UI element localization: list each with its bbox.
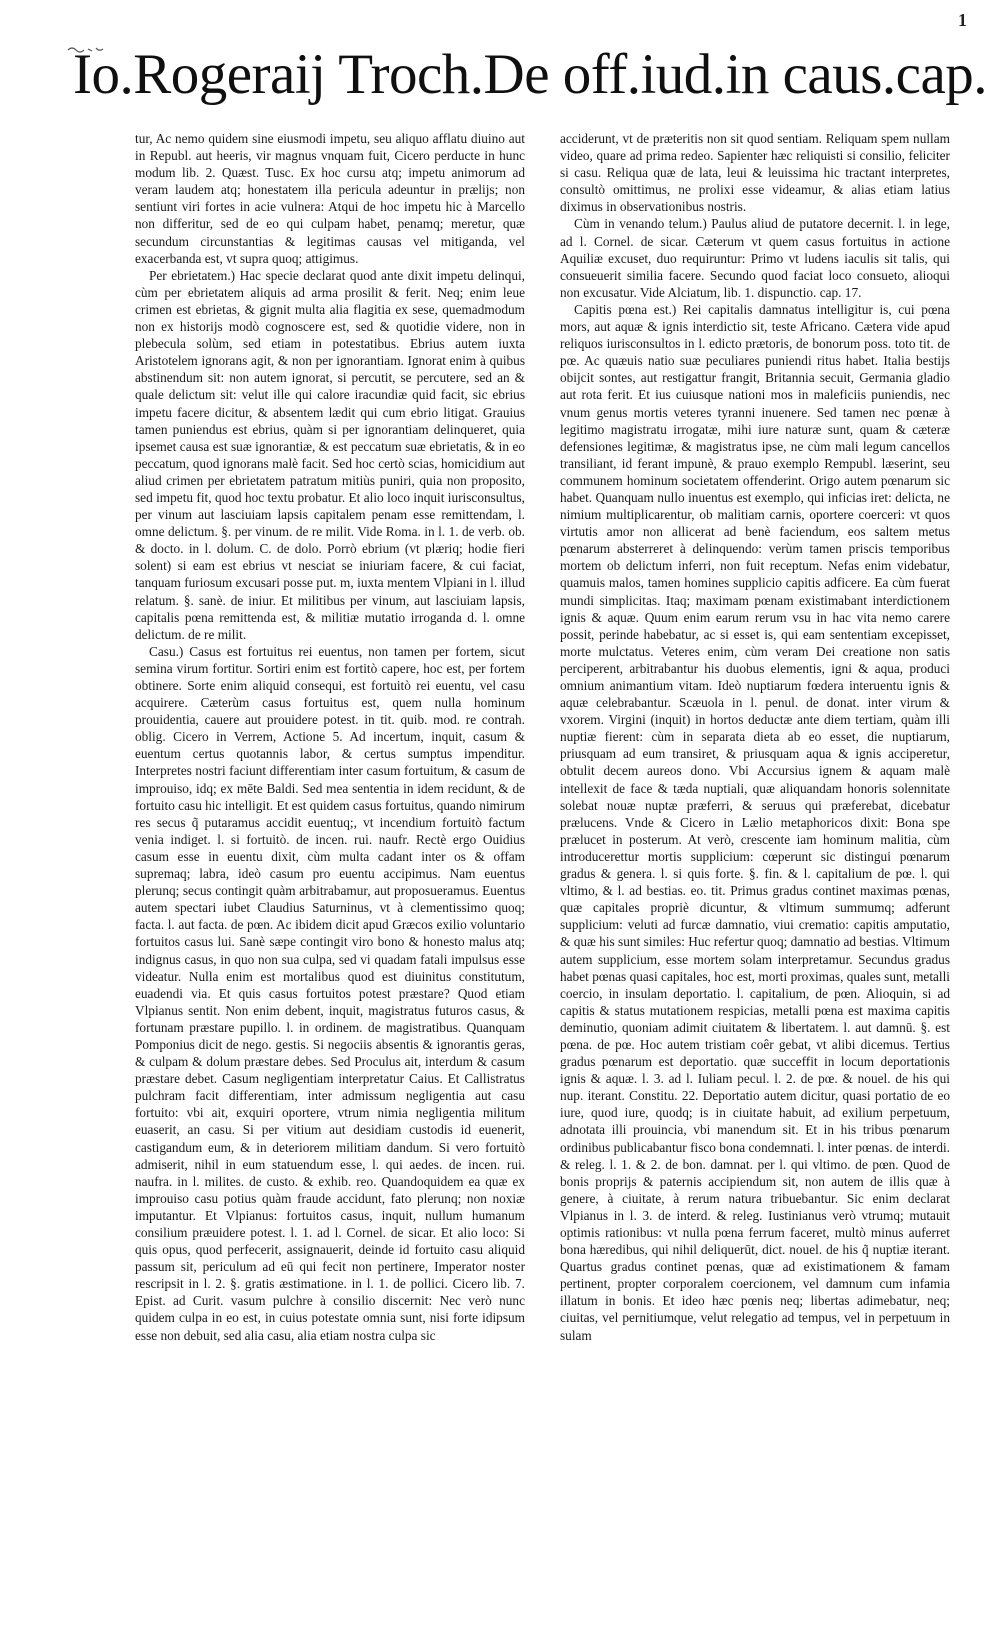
- paragraph: Capitis pœna est.) Rei capitalis damnatus intelligitur is, cui pœna mors, aut aquæ & ignis interdictio sit, teste Africano. Cætera vide apud reliquos iurisconsultos in l. edicto prætoris, de bonorum poss. toto tit. de pœ. Ac quæuis natio suæ peculiares puniendi ritus habet. Italia bestijs obijcit sontes, aut restigattur frangit, Britannia secuit, Germania gladio aut rota ferit. Et ius cuiusque nationi mos in maleficiis puniendis, nec vnum genus mortis veteres tyranni inuenere. Sed tamen nec pœnæ à legitimo magistratu irrogatæ, mihi iure naturæ sunt, quam & cæteræ defensiones legitimæ, & magistratus ipse, ne cùm mali legum cancellos transiliant, id ferant impunè, & prauo exemplo Rempubl. læserint, seu communem hominum societatem offenderint. Origo autem pœnarum sic habet. Quanquam nullo inuentus est exemplo, qui inficias iret: delicta, ne nimium multiplicarentur, ob malitiam carnis, oportere coerceri: vt quos virtutis amor non allicerat ad benè faciendum, eos saltem metus pœnarum absterreret à delinquendo: verùm tamen priscis temporibus mortem ob delictum inferri, non fuit receptum. Nefas enim videbatur, quamuis malos, tamen homines supplicio capitis adficere. Ea cùm fuerat mundi simplicitas. Itaq; maximam pœnam existimabant interdictionem ignis & aquæ. Quum enim earum rerum vsu in hac vita nemo carere possit, perinde habebatur, ac si esset is, qui eam sententiam excepisset, morte mulctatus. Veteres enim, cùm veram Dei creatione non satis perciperent, arbitrabantur his duobus elementis, igni & aqua, produci omnium animantium vitam. Ideò nuptiarum fœdera interuentu ignis & aquæ celebrabantur. Scæuola in l. penul. de donat. inter virum & vxorem. Virgini (inquit) in hortos deductæ ante diem tertiam, quàm illi nuptiæ fierent: cùm in separata dieta ab eo esset, die nuptiarum, priusquam ad eum transiret, & priusquam aqua & ignis acciperetur, obtulit decem aureos dono. Vbi Accursius ignem & aquam malè intellexit de face & tæda nuptiali, quæ aliquandam honoris solennitate solebat nouæ nuptæ præferri, & seruus qui præferebat, dicebatur prælucens. Vnde & Cicero in Lælio metaphoricos dixit: Bona spe prælucet in posterum. At verò, crescente iam hominum malitia, cùm introducerettur mortis supplicium: cœperunt sic distingui pœnarum gradus & genera. l. si quis forte. §. fin. & l. capitalium de pœ. l. qui vltimo, & l. ad bestias. eo. tit. Primus gradus continet maximas pœnas, quæ capitales propriè dicuntur, & vltimum summumq; adferunt supplicium: veluti ad furcæ damnatio, viui crematio: capitis amputatio, & quæ his sunt similes: Huc refertur quoq; damnatio ad bestias. Vltimum autem supplicium, esse mortem solam interpretamur. Secundus gradus habet pœnas quasi capitales, hoc est, morti proximas, quales sunt, metalli coercio, in insulam deportatio. l. capitalium, de pœn. Alioquin, si ad capitis & status mutationem respicias, metalli pœna est maxima capitis deminutio, quoniam adimit ciuitatem & libertatem. l. aut damnū. §. est pœna. de pœ. Hoc autem tristiam coêr gebat, vt alibi dicemus. Tertius gradus pœnarum est deportatio. quæ succeffit in locum deportationis ignis & aquæ. l. 3. ad l. Iuliam pecul. l. 2. de pœ. & nouel. de his qui nup. iterant. Constitu. 22. Deportatio autem dicitur, quasi portatio de eo iure, quod iure, quodq; is in ciuitate habuit, ad exilium perpetuum, adnotata illi prouincia, vbi manendum sit. Et in his tribus pœnarum ordinibus publicabantur fisco bona condemnati. l. inter pœnas. de interdi. & releg. l. 1. & 2. de bon. damnat. per l. qui vltimo. de pœn. Quod de bonis proprijs & paternis accipiendum sit, non autem de illis quæ à genere, à ciuitate, à rerum natura tribuebantur. Sic enim declarat Vlpianus in l. 3. de interd. & releg. Iustinianus verò vtrumq; mutauit optimis rationibus: vt nulla pœna ferrum faceret, multò minus auferret bona hæredibus, qui nihil deliquerūt, dict. nouel. de his q̃ nuptiæ iterant. Quartus gradus continet pœnas, quæ ad existimationem & famam pertinent, propter corporalem coercionem, vel damnum cum infamia illatum in bonis. Et ideo hæc pœnis neq; libertas adimebatur, neq; ciuitas, vel pernitiumque, velut relegatio ad tempus, vel in perpetuum in sulam: [560, 301, 950, 1343]
- page-title: Io.Rogeraij Troch.De off.iud.in caus.cap.: [72, 43, 988, 106]
- right-column: [560, 130, 950, 1605]
- running-header: [72, 43, 988, 128]
- paragraph: Casu.) Casus est fortuitus rei euentus, non tamen per fortem, sicut semina virum fortitur. Sortiri enim est fortitò capere, hoc est, per fortem obtinere. Sorte enim aliquid consequi, est fortuitò rei euentu, vel casu acquirere. Cæterùm casus fortuitus est, quem nulla hominum prouidentia, cauere aut prouidere potest. in tit. quib. mod. re contrah. oblig. Cicero in Verrem, Actione 5. Ad incertum, inquit, casum & euentum certus quotannis labor, & certus sumptus impenditur. Interpretes nostri faciunt differentiam inter casum fortuitum, & casum de improuiso, idq; ex mēte Baldi. Sed mea sententia in idem recidunt, & de fortuito casu hic intelligit. Et est quidem casus fortuitus, quando nimirum res secus q̃ putaramus accidit euentuq;, vt incendium fortuitò factum venia indiget. l. si fortuitò. de incen. rui. naufr. Rectè ergo Ouidius casum esse in euentu dixit, cùm multa cadant inter os & offam supremaq; labra, ideò casum pro euentu accipimus. Nam euentus plerunq; secus contingit quàm arbitrabamur, aut proposueramus. Euentus autem spectari iubet Claudius Saturninus, vt à clementissimo quoq; facta. l. aut facta. de pœn. Ac ibidem dicit apud Græcos exilio voluntario fortuitos casus lui. Sanè sæpe contingit viro bono & honesto malus atq; indignus casus, in quo non sua culpa, sed vi quadam fatali impulsus esse videatur. Nulla enim est mortalibus quod est diuinitus constitutum, euadendi via. Et quis casus fortuitos potest præstare? Quod etiam Vlpianus sentit. Non enim debent, inquit, magistratus futuros casus, & fortunam præstare pupillo. l. in ordinem. de magistratibus. Quanquam Pomponius dicit de nego. gestis. Si negociis absentis & ignorantis geras, & culpam & dolum præstare debes. Sed Proculus ait, interdum & casum præstare debet. Casum negligentiam interpretatur Caius. Et Callistratus pulchram facit differentiam, inter admissum negligentia aut casu fortuito: vbi ait, exquiri oportere, vtrum nimia negligentia militum euaserit, an casu. Si per vitium aut desidiam custodis id euenerit, castigandum eum, & in deteriorem militiam dandum. Si vero fortuitò admiserit, nihil in eum statuendum esse, l. qui aedes. de incen. rui. naufra. in l. milites. de custo. & exhib. reo. Quandoquidem ea quæ ex improuiso casu potius quàm fraude accidunt, fato plerunq; non noxiæ imputantur. Et Vlpianus: fortuitos casus, inquit, nullum humanum consilium præuidere potest. l. 1. ad l. Cornel. de sicar. Et alio loco: Si quis opus, quod perfecerit, assignauerit, deinde id fortuito casu aliquid passum sit, periculum ad eū qui fecit non pertinere, Imperator noster rescripsit in l. 2. §. gratis æstimatione. in l. 1. de pollici. Cicero lib. 7. Epist. ad Curit. vasum pulchre à consilio discernit: Nec verò nunc quidem culpa in eo est, in cuius potestate omnia sunt, nisi forte idipsum esse non debuit, sed alia casu, alia etiam nostra culpa sic: [135, 643, 525, 1343]
- right-column-text: [560, 130, 950, 1344]
- paragraph: acciderunt, vt de præteritis non sit quod sentiam. Reliquam spem nullam video, quare ad prima redeo. Sapienter hæc reliquisti si consilio, feliciter si casu. Reliqua quæ de lata, leui & leuissima hic tractant interpretes, consultò omittimus, ne prolixi esse videamur, & alias etiam latius diximus in observationibus nostris.: [560, 131, 950, 215]
- paragraph: Cùm in venando telum.) Paulus aliud de putatore decernit. l. in lege, ad l. Cornel. de sicar. Cæterum vt quem casus fortuitus in actione Aquiliæ excuset, duo requiruntur: Primo vt ludens iaculis sit talis, qui consueuerit similia facere. Secundo quod faciat loco consueto, alioqui non excusatur. Vide Alciatum, lib. 1. dispunctio. cap. 17.: [560, 216, 950, 300]
- left-column: [135, 130, 525, 1605]
- paragraph: Per ebrietatem.) Hac specie declarat quod ante dixit impetu delinqui, cùm per ebrietatem aliquis ad arma prosilit & ferit. Neq; enim leue crimen est ebrietas, & gignit multa alia flagitia ex sese, quemadmodum non ex historijs modò cognoscere est, sed & quotidie videre, non in plebecula solùm, sed etiam in potestatibus. Ebrius autem iuxta Aristotelem ignorans agit, & non per ignorantiam. Ignorat enim à quibus abstinendum sit: non autem ignorat, si percutit, se percutere, sed an & quale delictum sit: velut ille qui calore iracundiæ quid facit, sic ebrius impetu facere dicitur, & absentem lædit qui cum ebrio litigat. Grauius tamen puniendus est ebrius, quàm si per ignorantiam delinqueret, quia ipsemet causa est suæ ignorantiæ, & est peccatum suæ ebrietatis, & in eo peccatum, quod ignorans malè facit. Sed hoc certò scias, homicidium aut aliud crimen per ebrietatem patratum mitiùs puniri, quia non proposito, sed impetu fit, quod hoc textu probatur. Et alio loco inquit iurisconsultus, per vinum aut lasciuiam lapsis capitalem penam esse remittendam, l. omne delictum. §. per vinum. de re milit. Vide Roma. in l. 1. de verb. ob. & docto. in l. dolum. C. de dolo. Porrò ebrium (vt plæriq; hodie fieri solent) si eam est ebrius vt nesciat se iniuriam facere, & cui faciat, tanquam furiosum excusari posse put. m, iuxta mentem Vlpiani in l. illud relatum. §. sanè. de iniur. Et militibus per vinum, aut lasciuiam lapsis, capitalis pœna remittenda est, & militiæ mutatio irroganda d. l. omne delictum. de re milit.: [135, 267, 525, 642]
- paragraph: tur, Ac nemo quidem sine eiusmodi impetu, seu aliquo afflatu diuino aut in Republ. aut heeris, vir magnus vnquam fuit, Cicero perducte in hunc modum lib. 2. Quæst. Tusc. Ex hoc cursu atq; impetu animorum ad veram laudem atq; honestatem illa pericula adeuntur in prælijs; non sentiunt viri fortes in acie vulnera: Atqui de hoc impetu hic à Marcello non differitur, sed de eo qui culpam habet, penamq; meretur, quæ secundum circunstantias & legitimas causas vel mitiganda, vel exacerbanda est, vt supra quoq; attigimus.: [135, 131, 525, 266]
- folio-number: 1: [958, 10, 967, 30]
- left-column-text: [135, 130, 525, 1344]
